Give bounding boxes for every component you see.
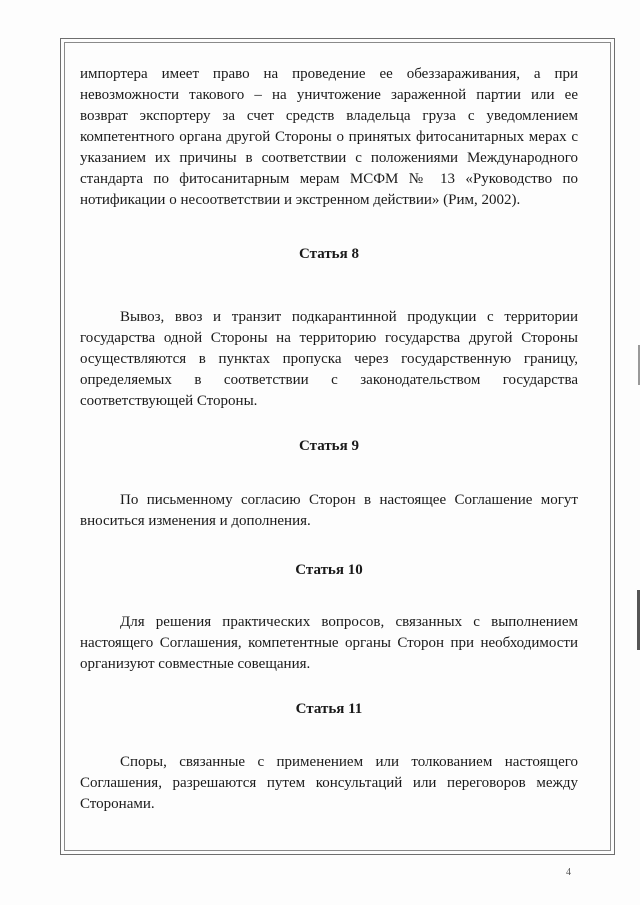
intro-paragraph: импортера имеет право на проведение ее обеззараживания, а при невозможности такового – на уничтожение зараженной партии или ее возврат экспортеру за счет средств владельца груза с уведомлением компетентного органа другой Стороны о принятых фитосанитарных мерах с указанием их причины в соответствии с положениями Международного стандарта по фитосанитарным мерам МСФМ № 13 «Руководство по нотификации о несоответствии и экстренном действии» (Рим, 2002). [80, 66, 578, 208]
article-11-text: Споры, связанные с применением или толкованием настоящего Соглашения, разрешаются путем консультаций или переговоров между Сторонами. [80, 754, 578, 812]
article-9-heading: Статья 9 [299, 438, 359, 454]
document-body [80, 64, 578, 815]
article-10-heading: Статья 10 [295, 562, 363, 578]
article-8-text: Вывоз, ввоз и транзит подкарантинной продукции с территории государства одной Стороны на территорию государства другой Стороны осуществляются в пунктах пропуска через государственную границу, определяемых в соответствии с законодательством государства соответствующей Стороны. [80, 309, 578, 409]
article-9-text: По письменному согласию Сторон в настоящее Соглашение могут вноситься изменения и дополнения. [80, 492, 578, 529]
article-8-heading: Статья 8 [299, 246, 359, 262]
article-11-heading: Статья 11 [295, 701, 363, 717]
page-number: 4 [566, 867, 571, 878]
article-10-text: Для решения практических вопросов, связанных с выполнением настоящего Соглашения, компетентные органы Сторон при необходимости организуют совместные совещания. [80, 614, 578, 672]
